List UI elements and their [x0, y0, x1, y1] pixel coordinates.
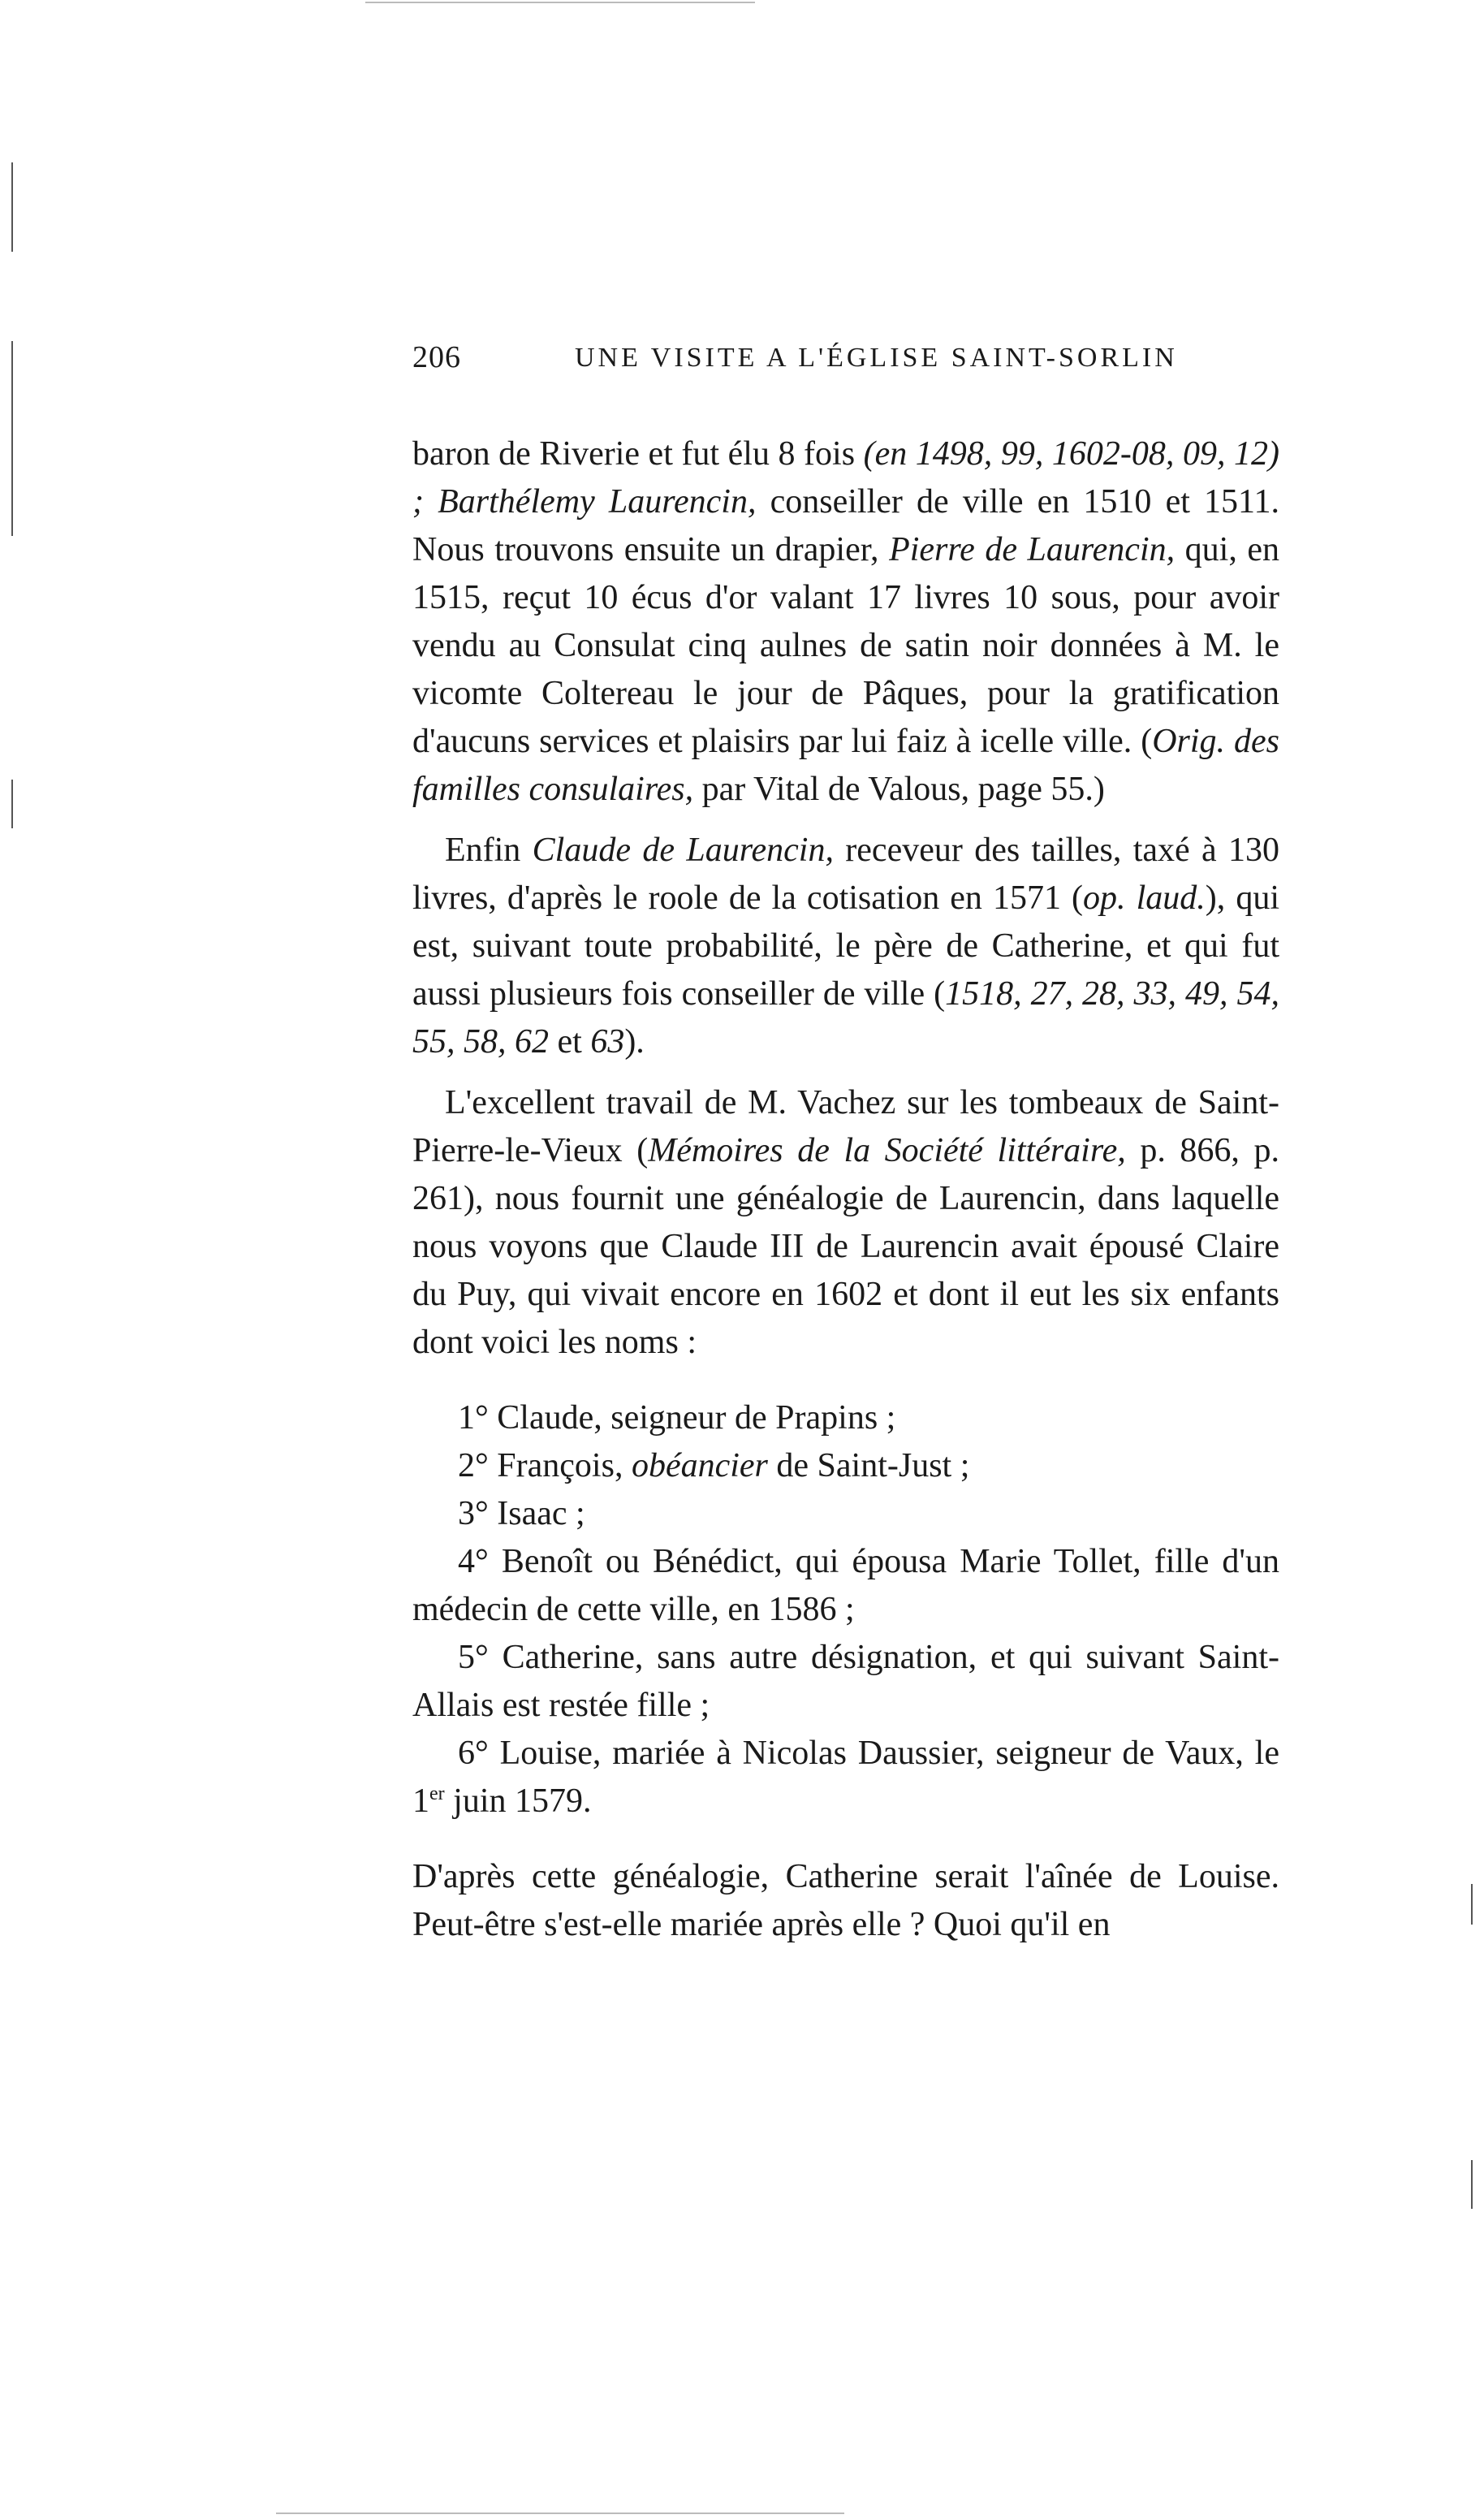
italic-run: Pierre de Laurencin, — [889, 531, 1176, 568]
text-run: qui, en 1515, reçut 10 écus d'or valant 17 livres 10 sous, pour avoir vendu au Consulat cinq aulnes de satin noir données à M. le vicomte Coltereau le jour de Pâques, pour la gratification d'aucuns services et plaisirs par lui faiz à icelle ville. ( — [412, 531, 1279, 760]
paragraph-riverie — [412, 430, 1279, 814]
list-item: 4° Benoît ou Bénédict, qui épousa Marie Tollet, fille d'un médecin de cette ville, en 1586 ; — [412, 1543, 1279, 1628]
paragraph-vachez — [412, 1079, 1279, 1367]
text-run: 6° Louise, mariée à Nicolas Daussier, seigneur de Vaux, le 1 — [412, 1735, 1279, 1820]
superscript: er — [429, 1783, 445, 1804]
italic-run: Orig. des familles consulaires, — [412, 723, 1279, 808]
list-item — [412, 1442, 1279, 1490]
text-run: de Saint-Just ; — [767, 1447, 970, 1484]
italic-run: obéancier — [631, 1447, 768, 1484]
page-number: 206 — [412, 340, 461, 374]
text-run: receveur des tailles, taxé à 130 livres, d'après le roole de la cotisation en 1571 ( — [412, 832, 1280, 917]
italic-run: 63 — [590, 1023, 625, 1061]
paragraph-claude — [412, 827, 1279, 1066]
text-run: 2° François, — [458, 1447, 632, 1484]
list-item: 3° Isaac ; — [458, 1495, 585, 1532]
italic-run: Claude de Laurencin, — [532, 832, 834, 869]
paragraph-closing: D'après cette généalogie, Catherine serait l'aînée de Louise. Peut-être s'est-elle mariée après elle ? Quoi qu'il en — [412, 1858, 1279, 1943]
text-run: p. 866, p. 261), nous fournit une généalogie de Laurencin, dans laquelle nous voyons que Claude III de Laurencin avait épousé Claire du Puy, qui vivait encore en 1602 et dont il eut les six enfants dont voici les noms : — [412, 1132, 1280, 1361]
text-run: L'excellent travail de M. Vachez sur les tombeaux de Saint-Pierre-le-Vieux ( — [412, 1084, 1279, 1169]
text-run: par Vital de Valous, page 55.) — [693, 771, 1105, 808]
text-run: conseiller de ville en 1510 et 1511. Nous trouvons ensuite un drapier, — [412, 483, 1279, 568]
scan-artifact — [1471, 1884, 1473, 1925]
children-list — [412, 1394, 1279, 1826]
italic-run: Mémoires de la Société littéraire, — [648, 1132, 1126, 1169]
body-text — [412, 430, 1279, 1949]
scan-artifact — [11, 341, 13, 536]
scan-artifact — [11, 162, 13, 252]
text-run: baron de Riverie et fut élu 8 fois — [412, 435, 864, 473]
italic-run: (en 1498, 99, 1602-08, 09, 12) ; Barthélemy Laurencin, — [412, 435, 1279, 521]
scan-artifact — [11, 780, 13, 828]
scan-artifact — [1471, 2160, 1473, 2209]
italic-run: 1518, 27, 28, 33, 49, 54, 55, 58, 62 — [412, 975, 1280, 1061]
list-item: 5° Catherine, sans autre désignation, et qui suivant Saint-Allais est restée fille ; — [412, 1639, 1279, 1724]
list-item — [412, 1730, 1279, 1826]
text-run: ). — [624, 1023, 645, 1061]
scan-artifact — [365, 2, 755, 3]
book-page — [412, 333, 1279, 1949]
italic-run: op. laud. — [1083, 879, 1206, 917]
text-run: juin 1579. — [444, 1782, 592, 1820]
text-run: et — [549, 1023, 591, 1061]
text-run: ), qui est, suivant toute probabilité, le père de Catherine, et qui fut aussi plusieurs fois conseiller de ville ( — [412, 879, 1279, 1013]
list-item: 1° Claude, seigneur de Prapins ; — [458, 1399, 896, 1437]
text-run: Enfin — [445, 832, 533, 869]
page-header — [412, 333, 1279, 390]
running-title: UNE VISITE A L'ÉGLISE SAINT-SORLIN — [575, 343, 1178, 373]
scan-artifact — [276, 2513, 844, 2514]
